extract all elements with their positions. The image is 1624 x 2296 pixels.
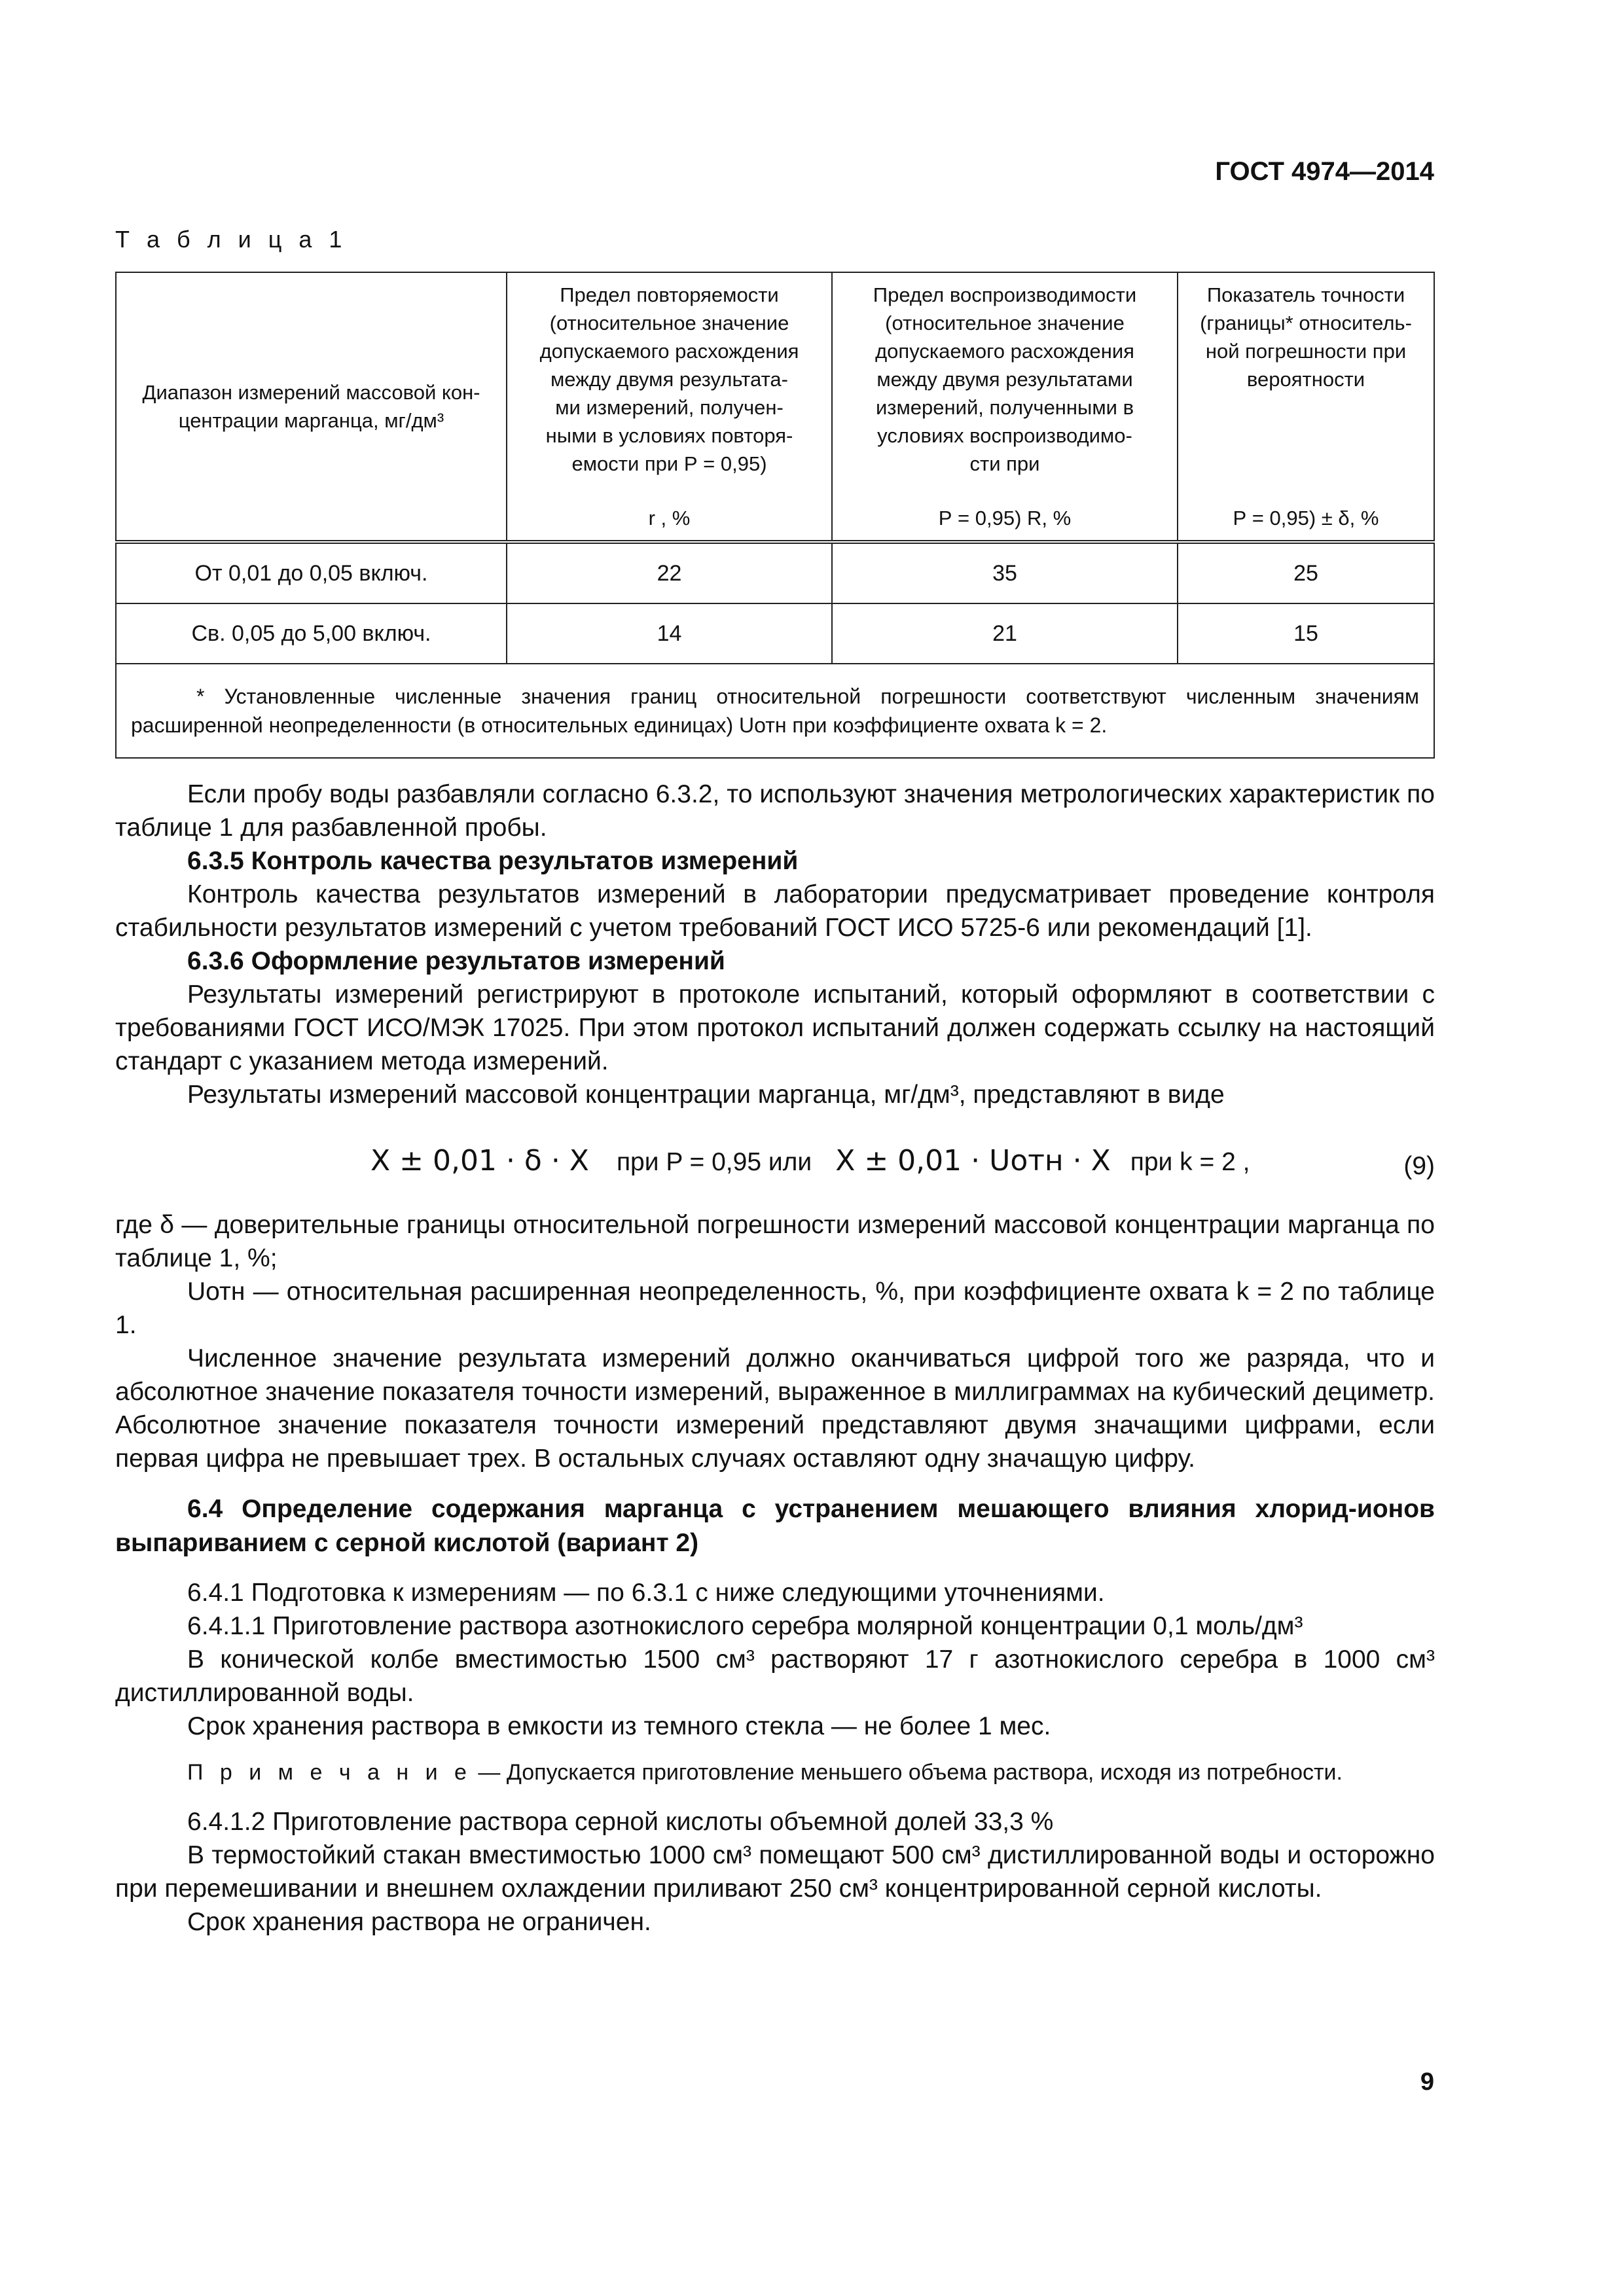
page-number: 9: [1420, 2068, 1434, 2096]
header-text: Диапазон измерений массовой кон- центрации марганца, мг/дм³: [142, 381, 480, 432]
footnote-text: * Установленные численные значения границ относительной погрешности соответствуют численным значениям расширенной неопределенности (в относительных единицах) Uотн при коэффициенте охвата k = 2.: [131, 685, 1419, 737]
formula-9: [115, 1130, 1435, 1208]
formula-expression: [370, 1144, 1250, 1179]
paragraph: 6.4.1 Подготовка к измерениям — по 6.3.1 с ниже следующими уточнениями.: [187, 1579, 1105, 1607]
table-cell: 25: [1178, 542, 1434, 603]
standard-code: ГОСТ 4974—2014: [1215, 157, 1434, 186]
table-row: [116, 542, 1434, 603]
table-cell: 22: [507, 542, 832, 603]
note-label: П р и м е ч а н и е: [187, 1760, 472, 1785]
table-header-range: [116, 272, 507, 542]
header-text: Показатель точности (границы* относитель- ной погрешности при вероятности: [1200, 283, 1412, 391]
note: [115, 1756, 1435, 1789]
header-unit: Р = 0,95) R, %: [938, 507, 1072, 529]
section-heading: 6.3.5 Контроль качества результатов измерений: [187, 847, 799, 875]
paragraph: Срок хранения раствора в емкости из темного стекла — не более 1 мес.: [187, 1712, 1051, 1740]
table-header-accuracy: [1178, 272, 1434, 542]
header-text: Предел воспроизводимости (относительное значение допускаемого расхождения между двумя результатами измерений, полученными в условиях воспроизводимо- сти при: [873, 283, 1137, 475]
header-unit: r , %: [648, 507, 691, 529]
paragraph: В термостойкий стакан вместимостью 1000 см³ помещают 500 см³ дистиллированной воды и осторожно при перемешивании и внешнем охлаждении приливают 250 см³ концентрированной серной кислоты.: [115, 1841, 1435, 1903]
table-cell: Св. 0,05 до 5,00 включ.: [116, 603, 507, 664]
table-caption: Т а б л и ц а 1: [115, 226, 348, 253]
formula-part: X ± 0,01 · δ · X: [370, 1144, 589, 1177]
header-unit: Р = 0,95) ± δ, %: [1233, 507, 1379, 529]
table-cell: 15: [1178, 603, 1434, 664]
note-text: — Допускается приготовление меньшего объема раствора, исходя из потребности.: [471, 1760, 1343, 1785]
table-footnote: [116, 664, 1434, 758]
paragraph: Контроль качества результатов измерений в лаборатории предусматривает проведение контроля стабильности результатов измерений с учетом требований ГОСТ ИСО 5725-6 или рекомендаций [1].: [115, 880, 1435, 942]
formula-number: (9): [1403, 1152, 1435, 1180]
table-cell: 35: [832, 542, 1178, 603]
paragraph: Результаты измерений регистрируют в протоколе испытаний, который оформляют в соответствии с требованиями ГОСТ ИСО/МЭК 17025. При этом протокол испытаний должен содержать ссылку на настоящий стандарт с указанием метода измерений.: [115, 980, 1435, 1075]
formula-part: при P = 0,95 или: [616, 1148, 812, 1176]
paragraph: Uотн — относительная расширенная неопределенность, %, при коэффициенте охвата k = 2 по таблице 1.: [115, 1278, 1435, 1339]
header-text: Предел повторяемости (относительное значение допускаемого расхождения между двумя результата- ми измерений, получен- ными в условиях повторя- емости при Р = 0,95): [539, 283, 799, 475]
table-cell: 14: [507, 603, 832, 664]
metrology-table: [115, 272, 1435, 759]
paragraph: Срок хранения раствора не ограничен.: [187, 1908, 651, 1936]
table-cell: 21: [832, 603, 1178, 664]
formula-part: при k = 2 ,: [1130, 1148, 1250, 1176]
paragraph: Результаты измерений массовой концентрации марганца, мг/дм³, представляют в виде: [187, 1081, 1225, 1109]
paragraph: Численное значение результата измерений должно оканчиваться цифрой того же разряда, что и абсолютное значение показателя точности измерений, выраженное в миллиграммах на кубический дециметр. Абсолютное значение показателя точности измерений представляют двумя значащими цифрами, если первая цифра не превышает трех. В остальных случаях оставляют одну значащую цифру.: [115, 1344, 1435, 1473]
paragraph: В конической колбе вместимостью 1500 см³ растворяют 17 г азотнокислого серебра в 1000 см³ дистиллированной воды.: [115, 1645, 1435, 1707]
paragraph: где δ — доверительные границы относительной погрешности измерений массовой концентрации марганца по таблице 1, %;: [115, 1211, 1435, 1272]
paragraph: Если пробу воды разбавляли согласно 6.3.2, то используют значения метрологических характеристик по таблице 1 для разбавленной пробы.: [115, 780, 1435, 842]
paragraph: 6.4.1.1 Приготовление раствора азотнокислого серебра молярной концентрации 0,1 моль/дм³: [187, 1612, 1303, 1640]
table-header-reproducibility: [832, 272, 1178, 542]
section-heading: 6.4 Определение содержания марганца с устранением мешающего влияния хлорид-ионов выпариванием с серной кислотой (вариант 2): [115, 1495, 1435, 1557]
section-heading: 6.3.6 Оформление результатов измерений: [187, 947, 725, 975]
table-cell: От 0,01 до 0,05 включ.: [116, 542, 507, 603]
formula-part: X ± 0,01 · Uотн · X: [835, 1144, 1111, 1177]
paragraph: 6.4.1.2 Приготовление раствора серной кислоты объемной долей 33,3 %: [187, 1808, 1054, 1836]
main-text: [115, 778, 1435, 1939]
table-row: [116, 603, 1434, 664]
table-header-repeatability: [507, 272, 832, 542]
